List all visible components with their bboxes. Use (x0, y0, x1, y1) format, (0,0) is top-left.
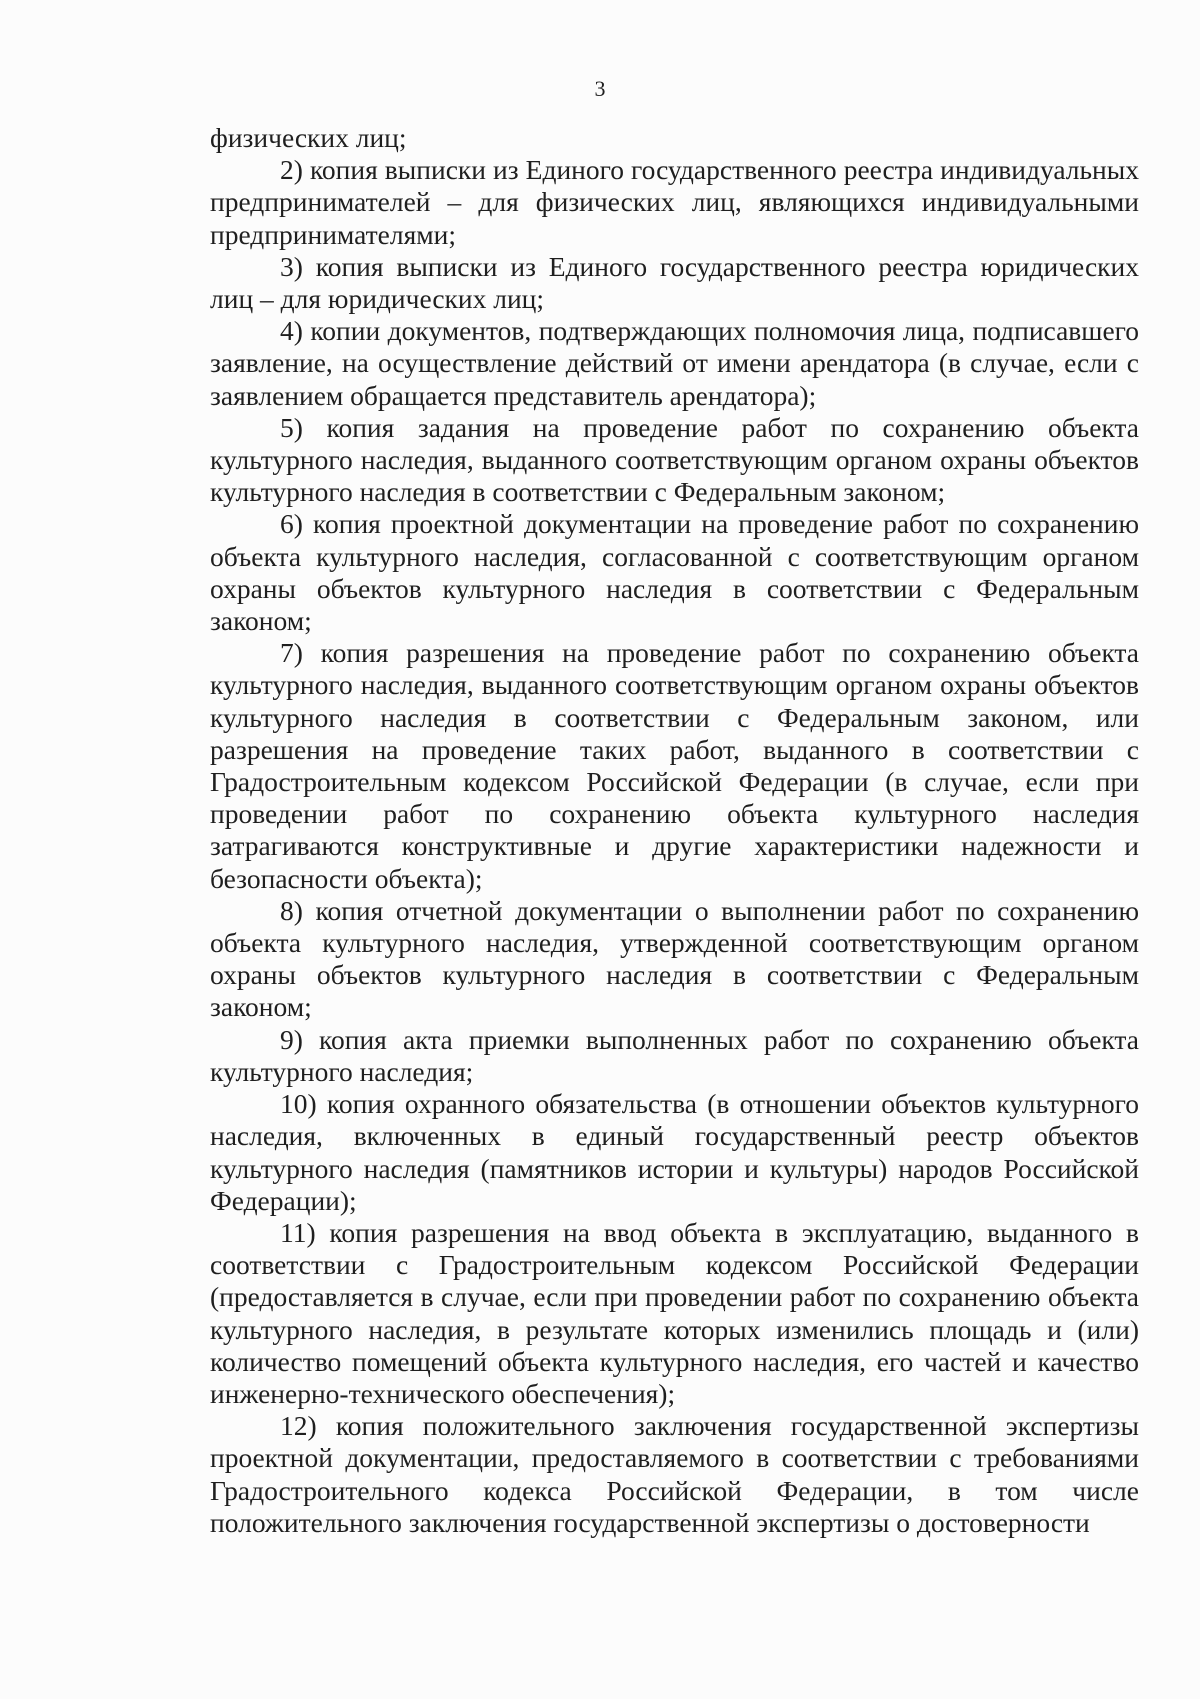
list-item-4: 4) копии документов, подтверждающих полномочия лица, подписавшего заявление, на осуществление действий от имени арендатора (в случае, если с заявлением обращается представитель арендатора); (210, 315, 1139, 411)
list-item-2: 2) копия выписки из Единого государственного реестра индивидуальных предпринимателей – для физических лиц, являющихся индивидуальными предпринимателями; (210, 154, 1139, 250)
list-item-6: 6) копия проектной документации на проведение работ по сохранению объекта культурного наследия, согласованной с соответствующим органом охраны объектов культурного наследия в соответствии с Федеральным законом; (210, 508, 1139, 637)
list-item-5: 5) копия задания на проведение работ по сохранению объекта культурного наследия, выданного соответствующим органом охраны объектов культурного наследия в соответствии с Федеральным законом; (210, 411, 1139, 508)
list-item-8: 8) копия отчетной документации о выполнении работ по сохранению объекта культурного наследия, утвержденной соответствующим органом охраны объектов культурного наследия в соответствии с Федеральным законом; (210, 894, 1139, 1023)
list-item-12: 12) копия положительного заключения государственной экспертизы проектной документации, предоставляемого в соответствии с требованиями Градостроительного кодекса Российской Федерации, в том числе положительного заключения государственной экспертизы о достоверности (210, 1410, 1139, 1538)
paragraph-continuation: физических лиц; (210, 122, 407, 153)
document-body (210, 122, 1139, 1539)
page-number: 3 (594, 76, 606, 101)
list-item-11: 11) копия разрешения на ввод объекта в эксплуатацию, выданного в соответствии с Градостроительным кодексом Российской Федерации (предоставляется в случае, если при проведении работ по сохранению объекта культурного наследия, в результате которых изменились площадь и (или) количество помещений объекта культурного наследия, его частей и качество инженерно-технического обеспечения); (210, 1216, 1139, 1409)
list-item-7: 7) копия разрешения на проведение работ по сохранению объекта культурного наследия, выданного соответствующим органом охраны объектов культурного наследия в соответствии с Федеральным законом, или разрешения на проведение таких работ, выданного в соответствии с Градостроительным кодексом Российской Федерации (в случае, если при проведении работ по сохранению объекта культурного наследия затрагиваются конструктивные и другие характеристики надежности и безопасности объекта); (210, 637, 1139, 894)
list-item-10: 10) копия охранного обязательства (в отношении объектов культурного наследия, включенных в единый государственный реестр объектов культурного наследия (памятников истории и культуры) народов Российской Федерации); (210, 1088, 1139, 1216)
list-item-3: 3) копия выписки из Единого государственного реестра юридических лиц – для юридических лиц; (210, 250, 1139, 315)
list-item-9: 9) копия акта приемки выполненных работ по сохранению объекта культурного наследия; (210, 1023, 1139, 1087)
